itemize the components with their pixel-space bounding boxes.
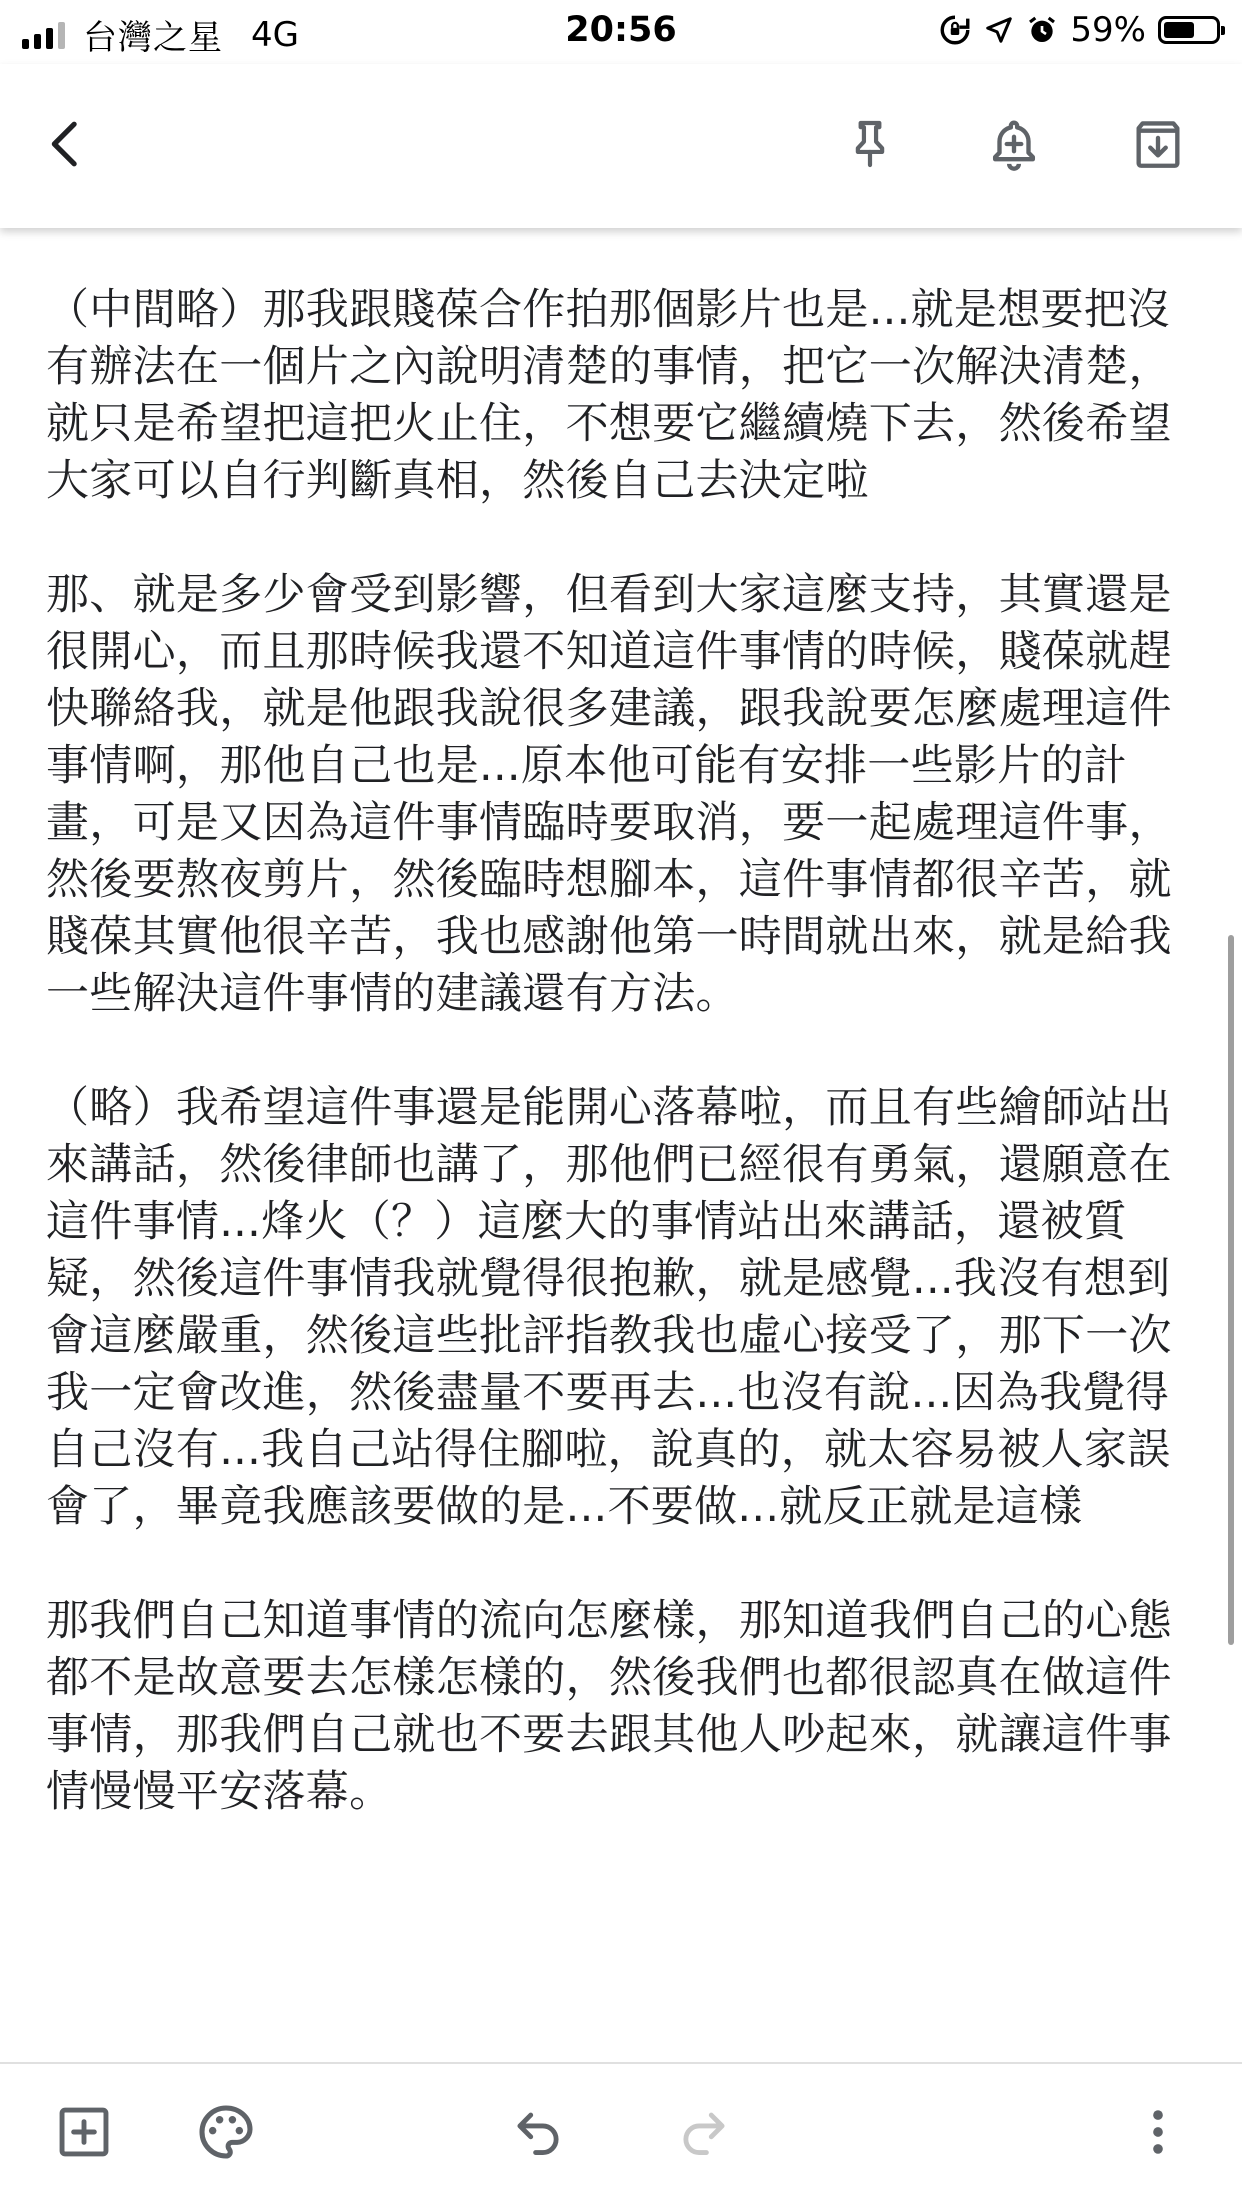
undo-icon [509, 2103, 567, 2161]
color-palette-button[interactable] [176, 2082, 276, 2182]
archive-button[interactable] [1110, 96, 1206, 192]
undo-button[interactable] [488, 2082, 588, 2182]
add-box-icon [53, 2101, 115, 2163]
battery-level [1164, 22, 1194, 38]
note-paragraph[interactable]: （中間略）那我跟賤葆合作拍那個影片也是...就是想要把沒有辦法在一個片之內說明清楚的事情，把它一次解決清楚，就只是希望把這把火止住，不想要它繼續燒下去，然後希望大家可以自行判斷真相，然後自己去決定啦 [46, 285, 1172, 506]
reminder-button[interactable] [966, 96, 1062, 192]
status-bar [0, 0, 1242, 64]
add-content-button[interactable] [34, 2082, 134, 2182]
redo-button[interactable] [654, 2082, 754, 2182]
note-body[interactable] [46, 282, 1206, 1878]
archive-icon [1129, 115, 1187, 173]
redo-icon [675, 2103, 733, 2161]
note-paragraph[interactable]: 那我們自己知道事情的流向怎麼樣，那知道我們自己的心態都不是故意要去怎樣怎樣的，然後我們也都很認真在做這件事情，那我們自己就也不要去跟其他人吵起來，就讓這件事情慢慢平安落幕。 [46, 1596, 1172, 1817]
carrier-name: 台灣之星 [83, 18, 223, 58]
scrollbar-thumb[interactable] [1228, 935, 1234, 1645]
bell-plus-icon [985, 115, 1043, 173]
note-bottom-toolbar [0, 2062, 1242, 2210]
network-type: 4G [251, 14, 299, 55]
status-right [938, 10, 1220, 50]
alarm-clock-icon [1026, 14, 1058, 46]
palette-icon [194, 2100, 258, 2164]
location-arrow-icon [984, 15, 1014, 45]
more-vertical-icon [1129, 2103, 1187, 2161]
back-button[interactable] [18, 96, 114, 192]
status-time: 20:56 [565, 10, 677, 50]
note-paragraph[interactable]: 那、就是多少會受到影響，但看到大家這麼支持，其實還是很開心，而且那時候我還不知道這件事情的時候，賤葆就趕快聯絡我，就是他跟我說很多建議，跟我說要怎麼處理這件事情啊，那他自己也是...原本他可能有安排一些影片的計畫，可是又因為這件事情臨時要取消，要一起處理這件事，然後要熬夜剪片，然後臨時想腳本，這件事情都很辛苦，就賤葆其實他很辛苦，我也感謝他第一時間就出來，就是給我一些解決這件事情的建議還有方法。 [46, 570, 1172, 1019]
note-app-bar [0, 64, 1242, 228]
note-paragraph[interactable]: （略）我希望這件事還是能開心落幕啦，而且有些繪師站出來講話，然後律師也講了，那他們已經很有勇氣，還願意在這件事情...烽火（？）這麼大的事情站出來講話，還被質疑，然後這件事情我就覺得很抱歉，就是感覺...我沒有想到會這麼嚴重，然後這些批評指教我也虛心接受了，那下一次我一定會改進，然後盡量不要再去...也沒有說...因為我覺得自己沒有...我自己站得住腳啦，說真的，就太容易被人家誤會了，畢竟我應該要做的是...不要做...就反正就是這樣 [46, 1083, 1172, 1532]
battery-percent: 59% [1070, 10, 1146, 50]
chevron-left-icon [38, 116, 94, 172]
rotation-lock-icon [938, 13, 972, 47]
battery-icon [1158, 16, 1220, 44]
more-options-button[interactable] [1108, 2082, 1208, 2182]
pin-icon [842, 116, 898, 172]
pin-button[interactable] [822, 96, 918, 192]
